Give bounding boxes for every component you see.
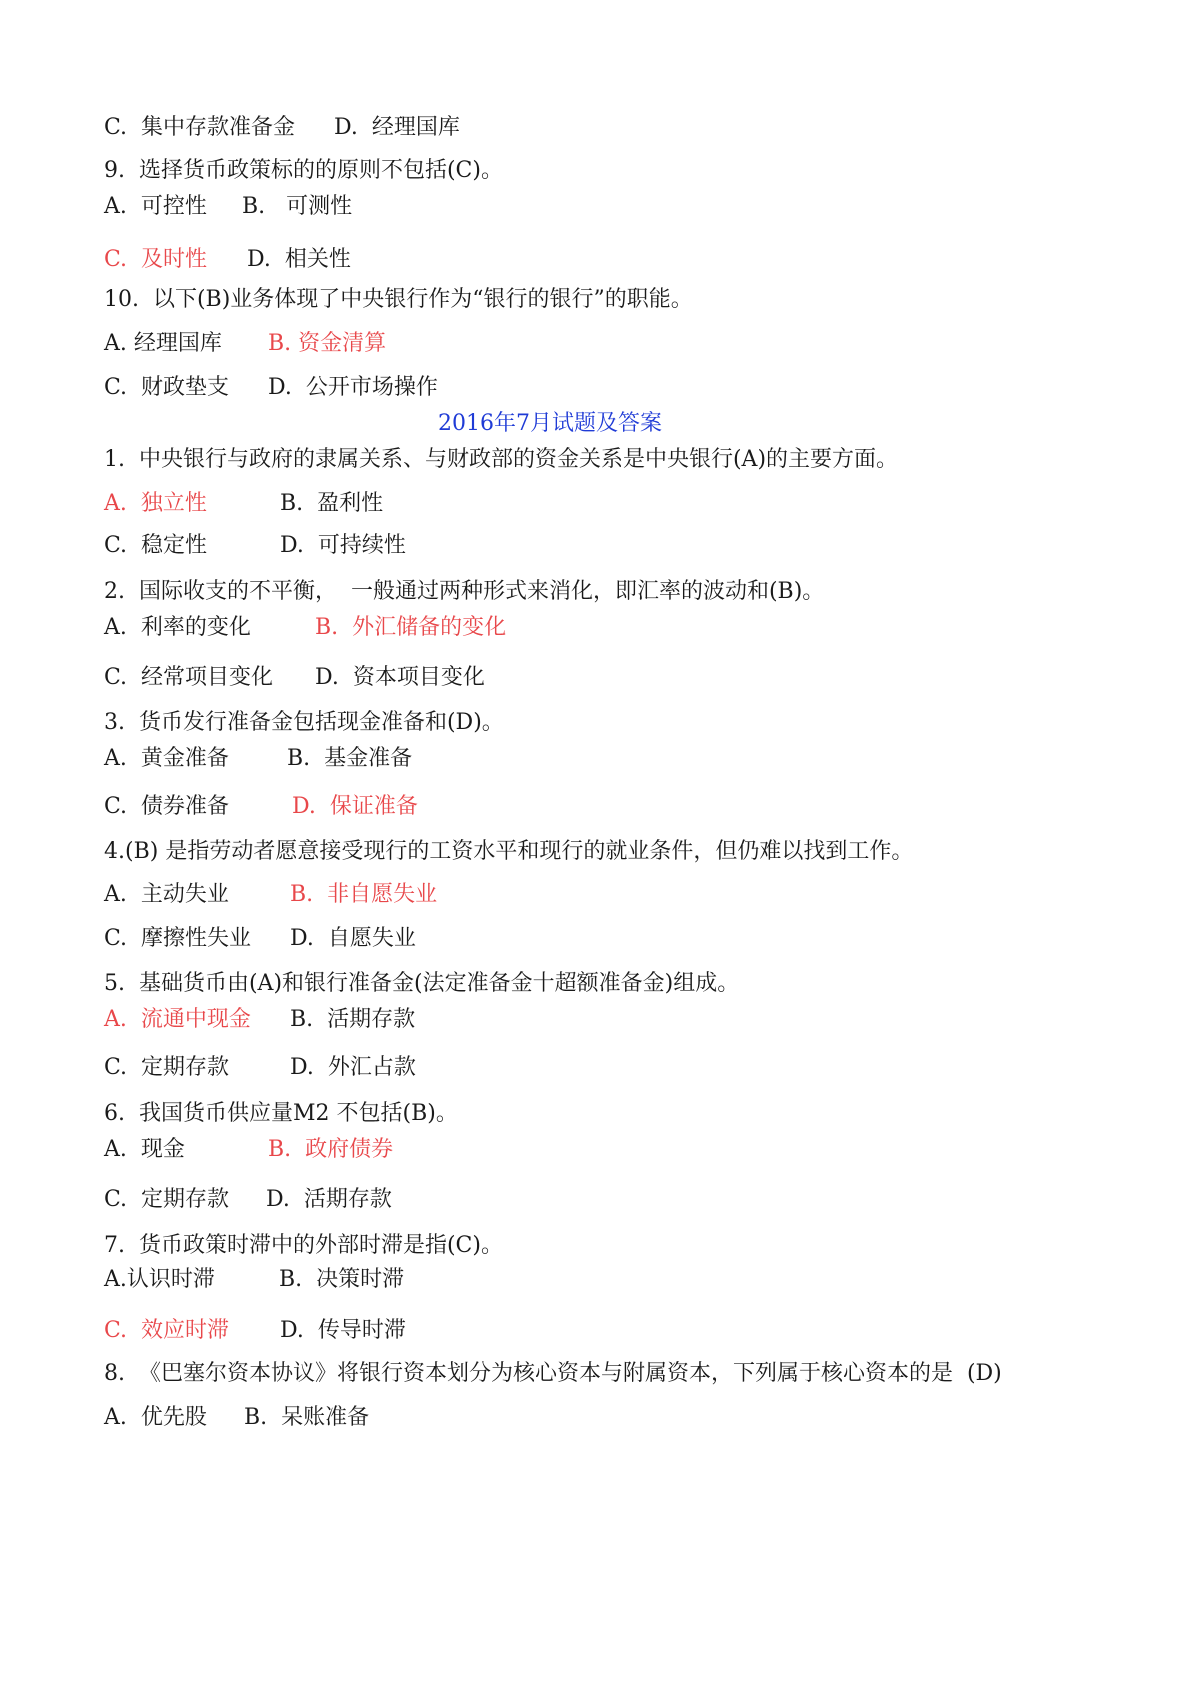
- answer-option: A. 独立性: [104, 491, 207, 516]
- option-text: C. 经常项目变化: [104, 665, 274, 690]
- option-text: C. 集中存款准备金: [104, 115, 296, 140]
- option-text: B. 可测性: [242, 194, 353, 219]
- answer-option: C. 及时性: [104, 247, 208, 272]
- option-text: C. 债券准备: [104, 794, 230, 819]
- option-text: B. 基金准备: [287, 746, 413, 771]
- option-text: C. 摩擦性失业: [104, 926, 252, 951]
- question-text: 6. 我国货币供应量M2 不包括(B)。: [104, 1101, 458, 1126]
- answer-option: D. 保证准备: [292, 794, 418, 819]
- question-text: 5. 基础货币由(A)和银行准备金(法定准备金十超额准备金)组成。: [104, 971, 740, 996]
- answer-option: B. 政府债券: [268, 1137, 394, 1162]
- option-text: C. 定期存款: [104, 1055, 230, 1080]
- option-text: B. 盈利性: [280, 491, 384, 516]
- option-text: B. 呆账准备: [244, 1405, 370, 1430]
- option-text: A. 可控性: [104, 194, 207, 219]
- question-text: 8. 《巴塞尔资本协议》将银行资本划分为核心资本与附属资本，下列属于核心资本的是 (D): [104, 1361, 1002, 1386]
- question-text: 1. 中央银行与政府的隶属关系、与财政部的资金关系是中央银行(A)的主要方面。: [104, 447, 899, 472]
- option-text: D. 传导时滞: [280, 1318, 406, 1343]
- option-text: A.认识时滞: [104, 1267, 215, 1292]
- answer-option: B. 外汇储备的变化: [315, 615, 507, 640]
- option-text: C. 稳定性: [104, 533, 208, 558]
- option-text: A. 主动失业: [104, 882, 229, 907]
- option-text: D. 可持续性: [280, 533, 406, 558]
- question-text: 2. 国际收支的不平衡， 一般通过两种形式来消化，即汇率的波动和(B)。: [104, 579, 825, 604]
- option-text: D. 资本项目变化: [315, 665, 485, 690]
- option-text: A. 现金: [104, 1137, 185, 1162]
- option-text: D. 经理国库: [334, 115, 460, 140]
- answer-option: C. 效应时滞: [104, 1318, 230, 1343]
- option-text: A. 优先股: [104, 1405, 207, 1430]
- option-text: D. 外汇占款: [290, 1055, 416, 1080]
- question-text: 7. 货币政策时滞中的外部时滞是指(C)。: [104, 1233, 503, 1258]
- section-title: 2016年7月试题及答案: [438, 411, 662, 436]
- option-text: A. 黄金准备: [104, 746, 229, 771]
- answer-option: B. 资金清算: [268, 331, 387, 356]
- option-text: D. 活期存款: [266, 1187, 392, 1212]
- option-text: D. 自愿失业: [290, 926, 416, 951]
- question-text: 3. 货币发行准备金包括现金准备和(D)。: [104, 710, 504, 735]
- option-text: C. 定期存款: [104, 1187, 230, 1212]
- option-text: C. 财政垫支: [104, 375, 230, 400]
- answer-option: A. 流通中现金: [104, 1007, 251, 1032]
- option-text: B. 活期存款: [290, 1007, 416, 1032]
- question-text: 10. 以下(B)业务体现了中央银行作为“银行的银行”的职能。: [104, 287, 693, 312]
- question-text: 4.(B) 是指劳动者愿意接受现行的工资水平和现行的就业条件，但仍难以找到工作。: [104, 839, 914, 864]
- option-text: D. 公开市场操作: [268, 375, 438, 400]
- option-text: A. 经理国库: [104, 331, 222, 356]
- answer-option: B. 非自愿失业: [290, 882, 438, 907]
- option-text: B. 决策时滞: [279, 1267, 405, 1292]
- option-text: A. 利率的变化: [104, 615, 251, 640]
- option-text: D. 相关性: [247, 247, 351, 272]
- question-text: 9. 选择货币政策标的的原则不包括(C)。: [104, 158, 503, 183]
